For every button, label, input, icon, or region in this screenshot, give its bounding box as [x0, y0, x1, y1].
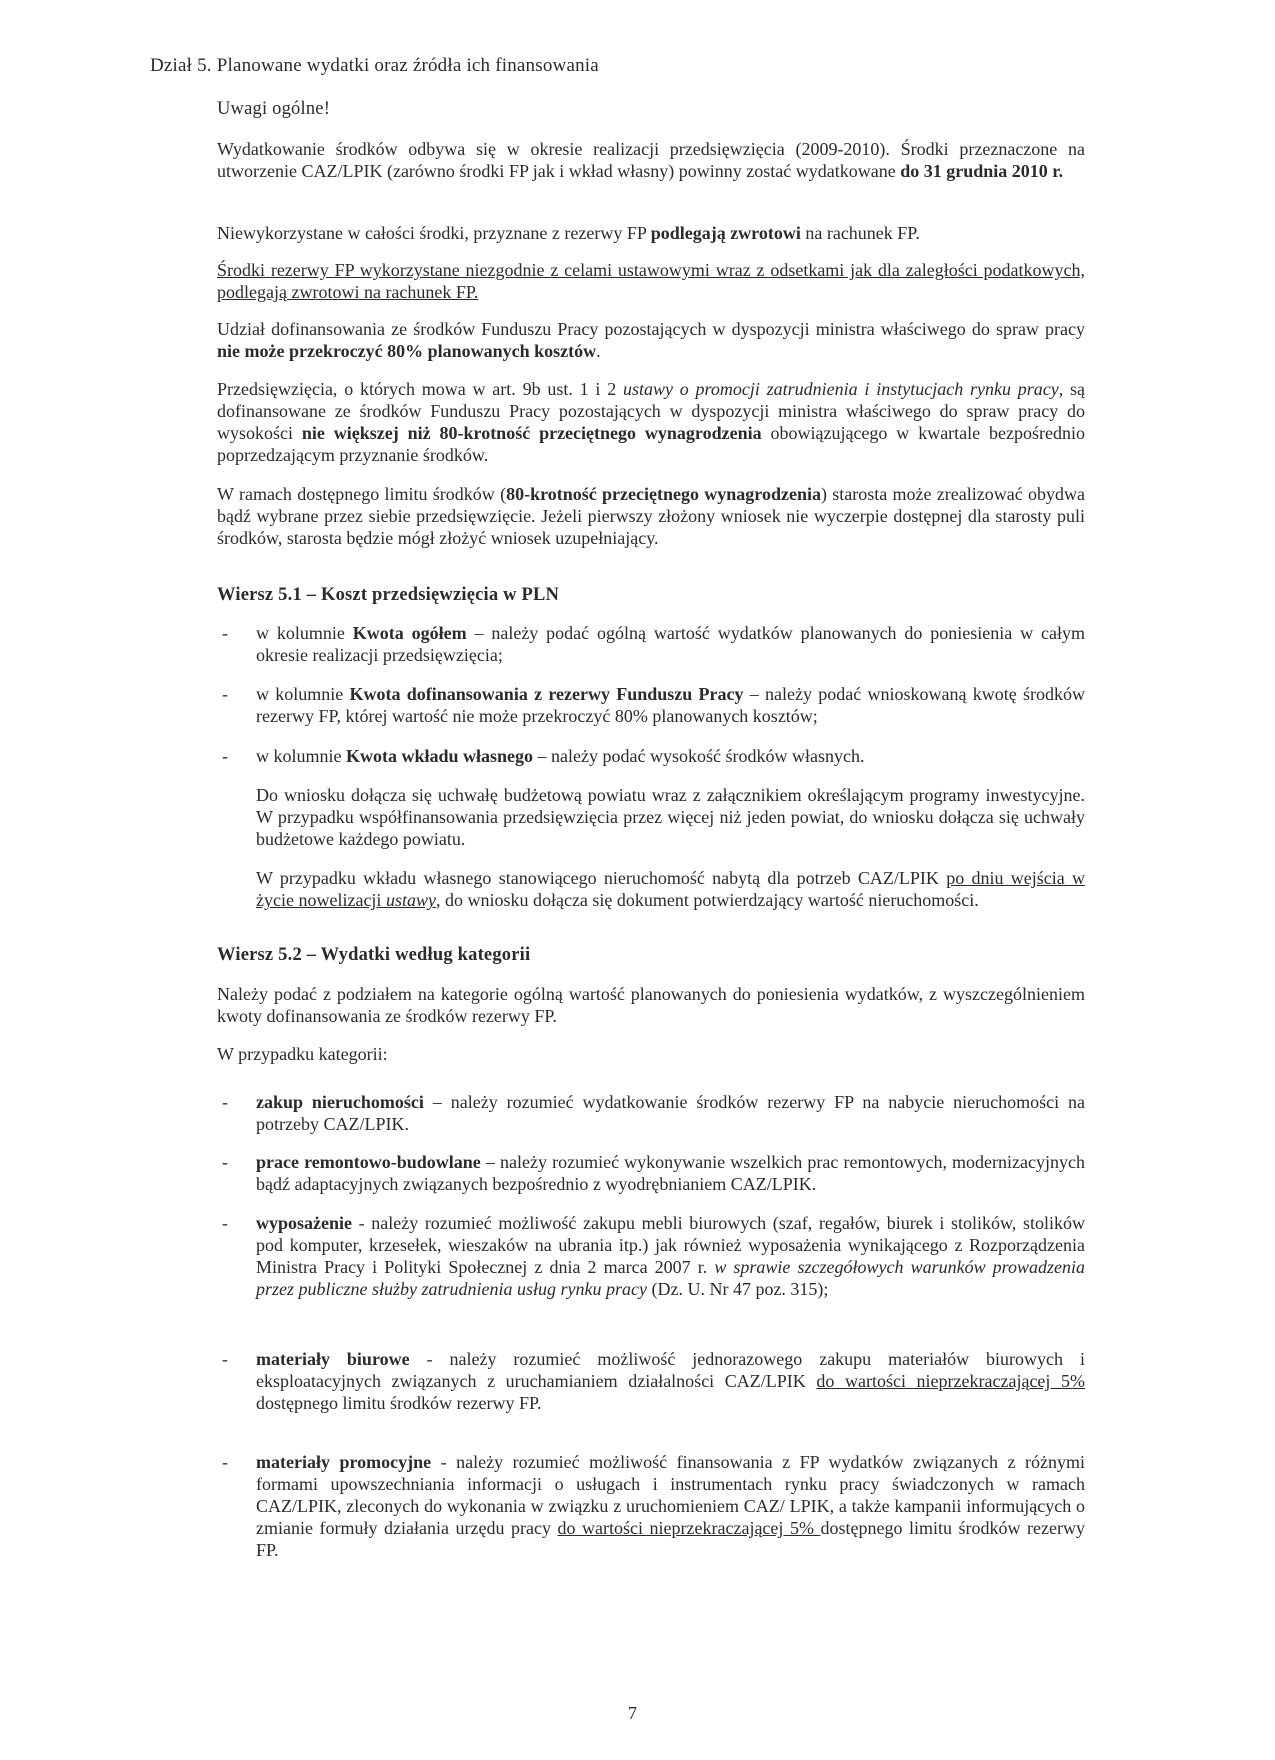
text: , do wniosku dołącza się dokument potwierdzający wartość nieruchomości. [435, 890, 979, 910]
text: (Dz. U. Nr 47 poz. 315); [646, 1279, 829, 1299]
text: Wydatkowanie środków odbywa się w okresie realizacji przedsięwzięcia (2009-2010). Środki przeznaczone na utworzenie CAZ/LPIK (zarówno środki FP jak i wkład własny) powinny zostać wydatkowane [217, 139, 1085, 181]
limit-emphasis: 80-krotność przeciętnego wynagrodzenia [506, 484, 821, 504]
bullet-dash: - [222, 1152, 228, 1172]
bullet-own-contribution [256, 745, 1085, 767]
row-5-1-heading: Wiersz 5.1 – Koszt przedsięwzięcia w PLN [217, 585, 560, 605]
column-name: Kwota ogółem [352, 623, 467, 643]
category-name: zakup nieruchomości [256, 1092, 424, 1112]
emphasis: podlegają zwrotowi [650, 223, 801, 243]
bullet-dash: - [222, 1349, 228, 1369]
regulation-title: w sprawie szczegółowych warunków prowadzenia przez publiczne służby zatrudnienia usług rynku pracy [256, 1257, 1085, 1299]
limit-emphasis: nie większej niż 80-krotność przeciętnego wynagrodzenia [301, 423, 762, 443]
bullet-dash: - [222, 1213, 228, 1233]
text: W ramach dostępnego limitu środków ( [217, 484, 507, 504]
paragraph-categories-intro: Należy podać z podziałem na kategorie ogólną wartość planowanych do poniesienia wydatków, z wyszczególnieniem kwoty dofinansowania ze środków rezerwy FP. [217, 984, 1085, 1026]
text: obowiązującego w kwartale bezpośrednio poprzedzającym przyznanie środków. [217, 423, 1086, 465]
text: . [596, 341, 601, 361]
paragraph-categories-lead: W przypadku kategorii: [217, 1044, 388, 1064]
text: – należy podać wnioskowaną kwotę środków rezerwy FP, której wartość nie może przekroczyć 80% planowanych kosztów; [256, 684, 1085, 726]
bullet-dash: - [222, 1452, 228, 1472]
paragraph-real-estate-contribution [256, 867, 1085, 911]
text: w kolumnie [256, 684, 350, 704]
paragraph-undertakings [217, 378, 1085, 466]
paragraph-misused-funds [217, 259, 1085, 303]
page-number: 7 [628, 1703, 637, 1723]
bullet-dash: - [222, 684, 228, 704]
text: - należy rozumieć możliwość finansowania z FP wydatków związanych z różnymi formami upowszechniania informacji o usługach i instrumentach rynku pracy świadczonych w ramach CAZ/LPIK, zleconych do wykonania w związku z uruchomieniem CAZ/ LPIK, a także kampanii informujących o zmianie formuły działania urzędu pracy [256, 1452, 1085, 1538]
underlined-text: Środki rezerwy FP wykorzystane niezgodnie z celami ustawowymi wraz z odsetkami jak dla zaległości podatkowych, podlegają zwrotowi na rachunek FP. [217, 260, 1085, 302]
underlined-text: po dniu wejścia w życie nowelizacji [256, 868, 1085, 910]
paragraph-funds-limit [217, 483, 1085, 549]
paragraph-unused-funds [217, 222, 1085, 244]
text: Udział dofinansowania ze środków Funduszu Pracy pozostających w dyspozycji ministra właściwego do spraw pracy [217, 319, 1085, 339]
category-real-estate [256, 1091, 1085, 1135]
text: w kolumnie [256, 623, 353, 643]
row-5-2-heading: Wiersz 5.2 – Wydatki według kategorii [217, 945, 531, 965]
general-remarks-heading: Uwagi ogólne! [217, 99, 331, 119]
category-equipment [256, 1212, 1085, 1300]
paragraph-cofinancing-share [217, 318, 1085, 362]
column-name: Kwota dofinansowania z rezerwy Funduszu Pracy [349, 684, 744, 704]
text: – należy rozumieć wykonywanie wszelkich prac remontowych, modernizacyjnych bądź adaptacyjnych związanych bezpośrednio z wyodrębnianiem CAZ/LPIK. [256, 1152, 1085, 1194]
text: Niewykorzystane w całości środki, przyznane z rezerwy FP [217, 223, 651, 243]
paragraph-budget-resolution: Do wniosku dołącza się uchwałę budżetową powiatu wraz z załącznikiem określającym programy inwestycyjne. W przypadku współfinansowania przedsięwzięcia przez więcej niż jeden powiat, do wniosku dołącza się uchwały budżetowe każdego powiatu. [256, 785, 1085, 849]
bullet-dash: - [222, 746, 228, 766]
act-title: ustawy o promocji zatrudnienia i instytucjach rynku pracy [622, 379, 1059, 399]
underlined-text: do wartości nieprzekraczającej 5% [816, 1371, 1086, 1391]
category-name: prace remontowo-budowlane [256, 1152, 481, 1172]
bullet-dash: - [222, 1092, 228, 1112]
section-title: Dział 5. Planowane wydatki oraz źródła ich finansowania [150, 55, 599, 76]
text: - należy rozumieć możliwość jednorazowego zakupu materiałów biurowych i eksploatacyjnych związanych z uruchamianiem działalności CAZ/LPIK [256, 1349, 1085, 1391]
text: - należy rozumieć możliwość zakupu mebli biurowych (szaf, regałów, biurek i stolików, stolików pod komputer, krzesełek, wieszaków na ubrania itp.) jak również wyposażenia wynikającego z Rozporządzenia Ministra Pracy i Polityki Społecznej z dnia 2 marca 2007 r. [256, 1213, 1085, 1277]
bullet-dash: - [222, 623, 228, 643]
text: dostępnego limitu środków rezerwy FP. [256, 1518, 1085, 1560]
category-name: materiały biurowe [256, 1349, 410, 1369]
text: w kolumnie [256, 746, 346, 766]
bullet-total-amount [256, 622, 1085, 666]
bullet-cofinancing-amount [256, 683, 1085, 727]
text: W przypadku wkładu własnego stanowiącego nieruchomość nabytą dla potrzeb CAZ/LPIK [256, 868, 947, 888]
underlined-italic-text: ustawy [385, 890, 436, 910]
paragraph-spending-period [217, 138, 1085, 182]
text: na rachunek FP. [800, 223, 920, 243]
text: dostępnego limitu środków rezerwy FP. [256, 1393, 542, 1413]
category-name: wyposażenie [256, 1213, 352, 1233]
category-renovation [256, 1151, 1085, 1195]
category-name: materiały promocyjne [256, 1452, 432, 1472]
column-name: Kwota wkładu własnego [346, 746, 534, 766]
text: – należy rozumieć wydatkowanie środków rezerwy FP na nabycie nieruchomości na potrzeby CAZ/LPIK. [256, 1092, 1086, 1134]
text: – należy podać ogólną wartość wydatków planowanych do poniesienia w całym okresie realizacji przedsięwzięcia; [256, 623, 1085, 665]
text: – należy podać wysokość środków własnych. [533, 746, 865, 766]
text: ) starosta może zrealizować obydwa bądź wybrane przez siebie przedsięwzięcie. Jeżeli pierwszy złożony wniosek nie wyczerpie dostępnej dla starosty puli środków, starosta będzie mógł złożyć wniosek uzupełniający. [217, 484, 1086, 548]
text: Przedsięwzięcia, o których mowa w art. 9b ust. 1 i 2 [217, 379, 623, 399]
category-promotional-materials [256, 1451, 1085, 1561]
underlined-text: do wartości nieprzekraczającej 5% [557, 1518, 821, 1538]
text: , są dofinansowane ze środków Funduszu Pracy pozostających w dyspozycji ministra właściwego do spraw pracy do wysokości [217, 379, 1085, 443]
limit-emphasis: nie może przekroczyć 80% planowanych kosztów [217, 341, 597, 361]
deadline-emphasis: do 31 grudnia 2010 r. [900, 161, 1064, 181]
category-office-supplies [256, 1348, 1085, 1414]
